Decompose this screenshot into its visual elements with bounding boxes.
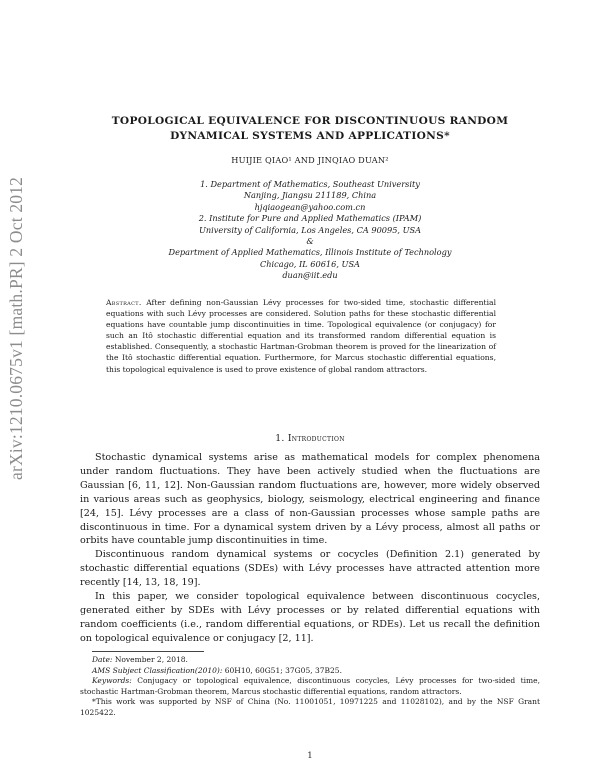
author-list: HUIJIE QIAO¹ AND JINQIAO DUAN² — [231, 155, 389, 165]
affiliation-line: 1. Department of Mathematics, Southeast University — [200, 179, 420, 189]
affiliation-line: 2. Institute for Pure and Applied Mathematics (IPAM) — [198, 213, 422, 224]
footnotes — [80, 655, 540, 719]
arxiv-identifier-stamp: arXiv:1210.0675v1 [math.PR] 2 Oct 2012 — [6, 176, 26, 480]
section-heading — [80, 433, 540, 444]
abstract — [106, 297, 496, 375]
body-paragraph: In this paper, we consider topological equivalence between discontinuous cocycles, generated either by SDEs with Lévy processes or by related differential equations with random coefficients (i.e., random differential equations, or RDEs). Let us recall the definition on topological equivalence or conjugacy [2, 11]. — [80, 591, 540, 644]
footnote-keywords-value: Conjugacy or topological equivalence, discontinuous cocycles, Lévy processes for two-sided time, stochastic Hartman-Grobman theorem, Marcus stochastic differential equations, random attractors. — [80, 676, 540, 696]
abstract-text: After defining non-Gaussian Lévy processes for two-sided time, stochastic differential equations with such Lévy processes are considered. Solution paths for these stochastic differential equations have countable jump discontinuities in time. Topological equivalence (or conjugacy) for such an Itô stochastic differential equation and its transformed random differential equation is established. Consequently, a stochastic Hartman-Grobman theorem is proved for the linearization of the Itô stochastic differential equation. Furthermore, for Marcus stochastic differential equations, this topological equivalence is used to prove existence of global random attractors. — [106, 298, 496, 374]
section-title: Introduction — [287, 433, 345, 444]
affiliation-line: Chicago, IL 60616, USA — [260, 258, 360, 269]
footnote-date-value: November 2, 2018. — [114, 655, 188, 664]
affiliation-line: University of California, Los Angeles, CA 90095, USA — [198, 224, 422, 235]
footnote-keywords — [80, 676, 540, 697]
body-paragraph: Stochastic dynamical systems arise as mathematical models for complex phenomena under random fluctuations. They have been actively studied when the fluctuations are Gaussian [6, 11, 12]. Non-Gaussian random fluctuations are, however, more widely observed in various areas such as geophysics, biology, seismology, electrical engineering and finance [24, 15]. Lévy processes are a class of non-Gaussian processes whose sample paths are discontinuous in time. For a dynamical system driven by a Lévy process, almost all paths or orbits have countable jump discontinuities in time. — [80, 452, 540, 547]
footnote-msc-label: AMS Subject Classification(2010): — [92, 665, 223, 675]
page-number: 1 — [307, 751, 313, 761]
author-email: duan@iit.edu — [282, 270, 338, 281]
body-paragraph: Discontinuous random dynamical systems or cocycles (Definition 2.1) generated by stochastic differential equations (SDEs) with Lévy processes have attracted attention more recently [14, 13, 18, 19]. — [80, 549, 540, 589]
affiliation-line: Department of Applied Mathematics, Illinois Institute of Technology — [168, 247, 452, 258]
affiliation-line: Nanjing, Jiangsu 211189, China — [243, 190, 377, 201]
footnote-keywords-label: Keywords: — [92, 676, 132, 686]
title-line-1: TOPOLOGICAL EQUIVALENCE FOR DISCONTINUOUS RANDOM — [111, 115, 509, 127]
footnote-msc-value: 60H10, 60G51; 37G05, 37B25. — [224, 665, 342, 675]
paper-title — [80, 114, 540, 144]
footnote-support: *This work was supported by NSF of China (No. 11001051, 10971225 and 11028102), and by the NSF Grant 1025422. — [80, 697, 540, 717]
affiliation-separator: & — [306, 236, 314, 247]
affiliations-block — [80, 179, 540, 282]
author-email: hjqiaogean@yahoo.com.cn — [254, 201, 366, 212]
title-line-2: DYNAMICAL SYSTEMS AND APPLICATIONS* — [170, 130, 450, 142]
abstract-label: Abstract. — [106, 298, 142, 307]
footnote-msc — [80, 666, 540, 677]
footnote-date — [80, 655, 540, 666]
footnote-date-label: Date: — [92, 655, 113, 664]
section-number: 1. — [275, 433, 285, 444]
introduction-body — [80, 451, 540, 646]
footnote-rule — [92, 651, 204, 652]
